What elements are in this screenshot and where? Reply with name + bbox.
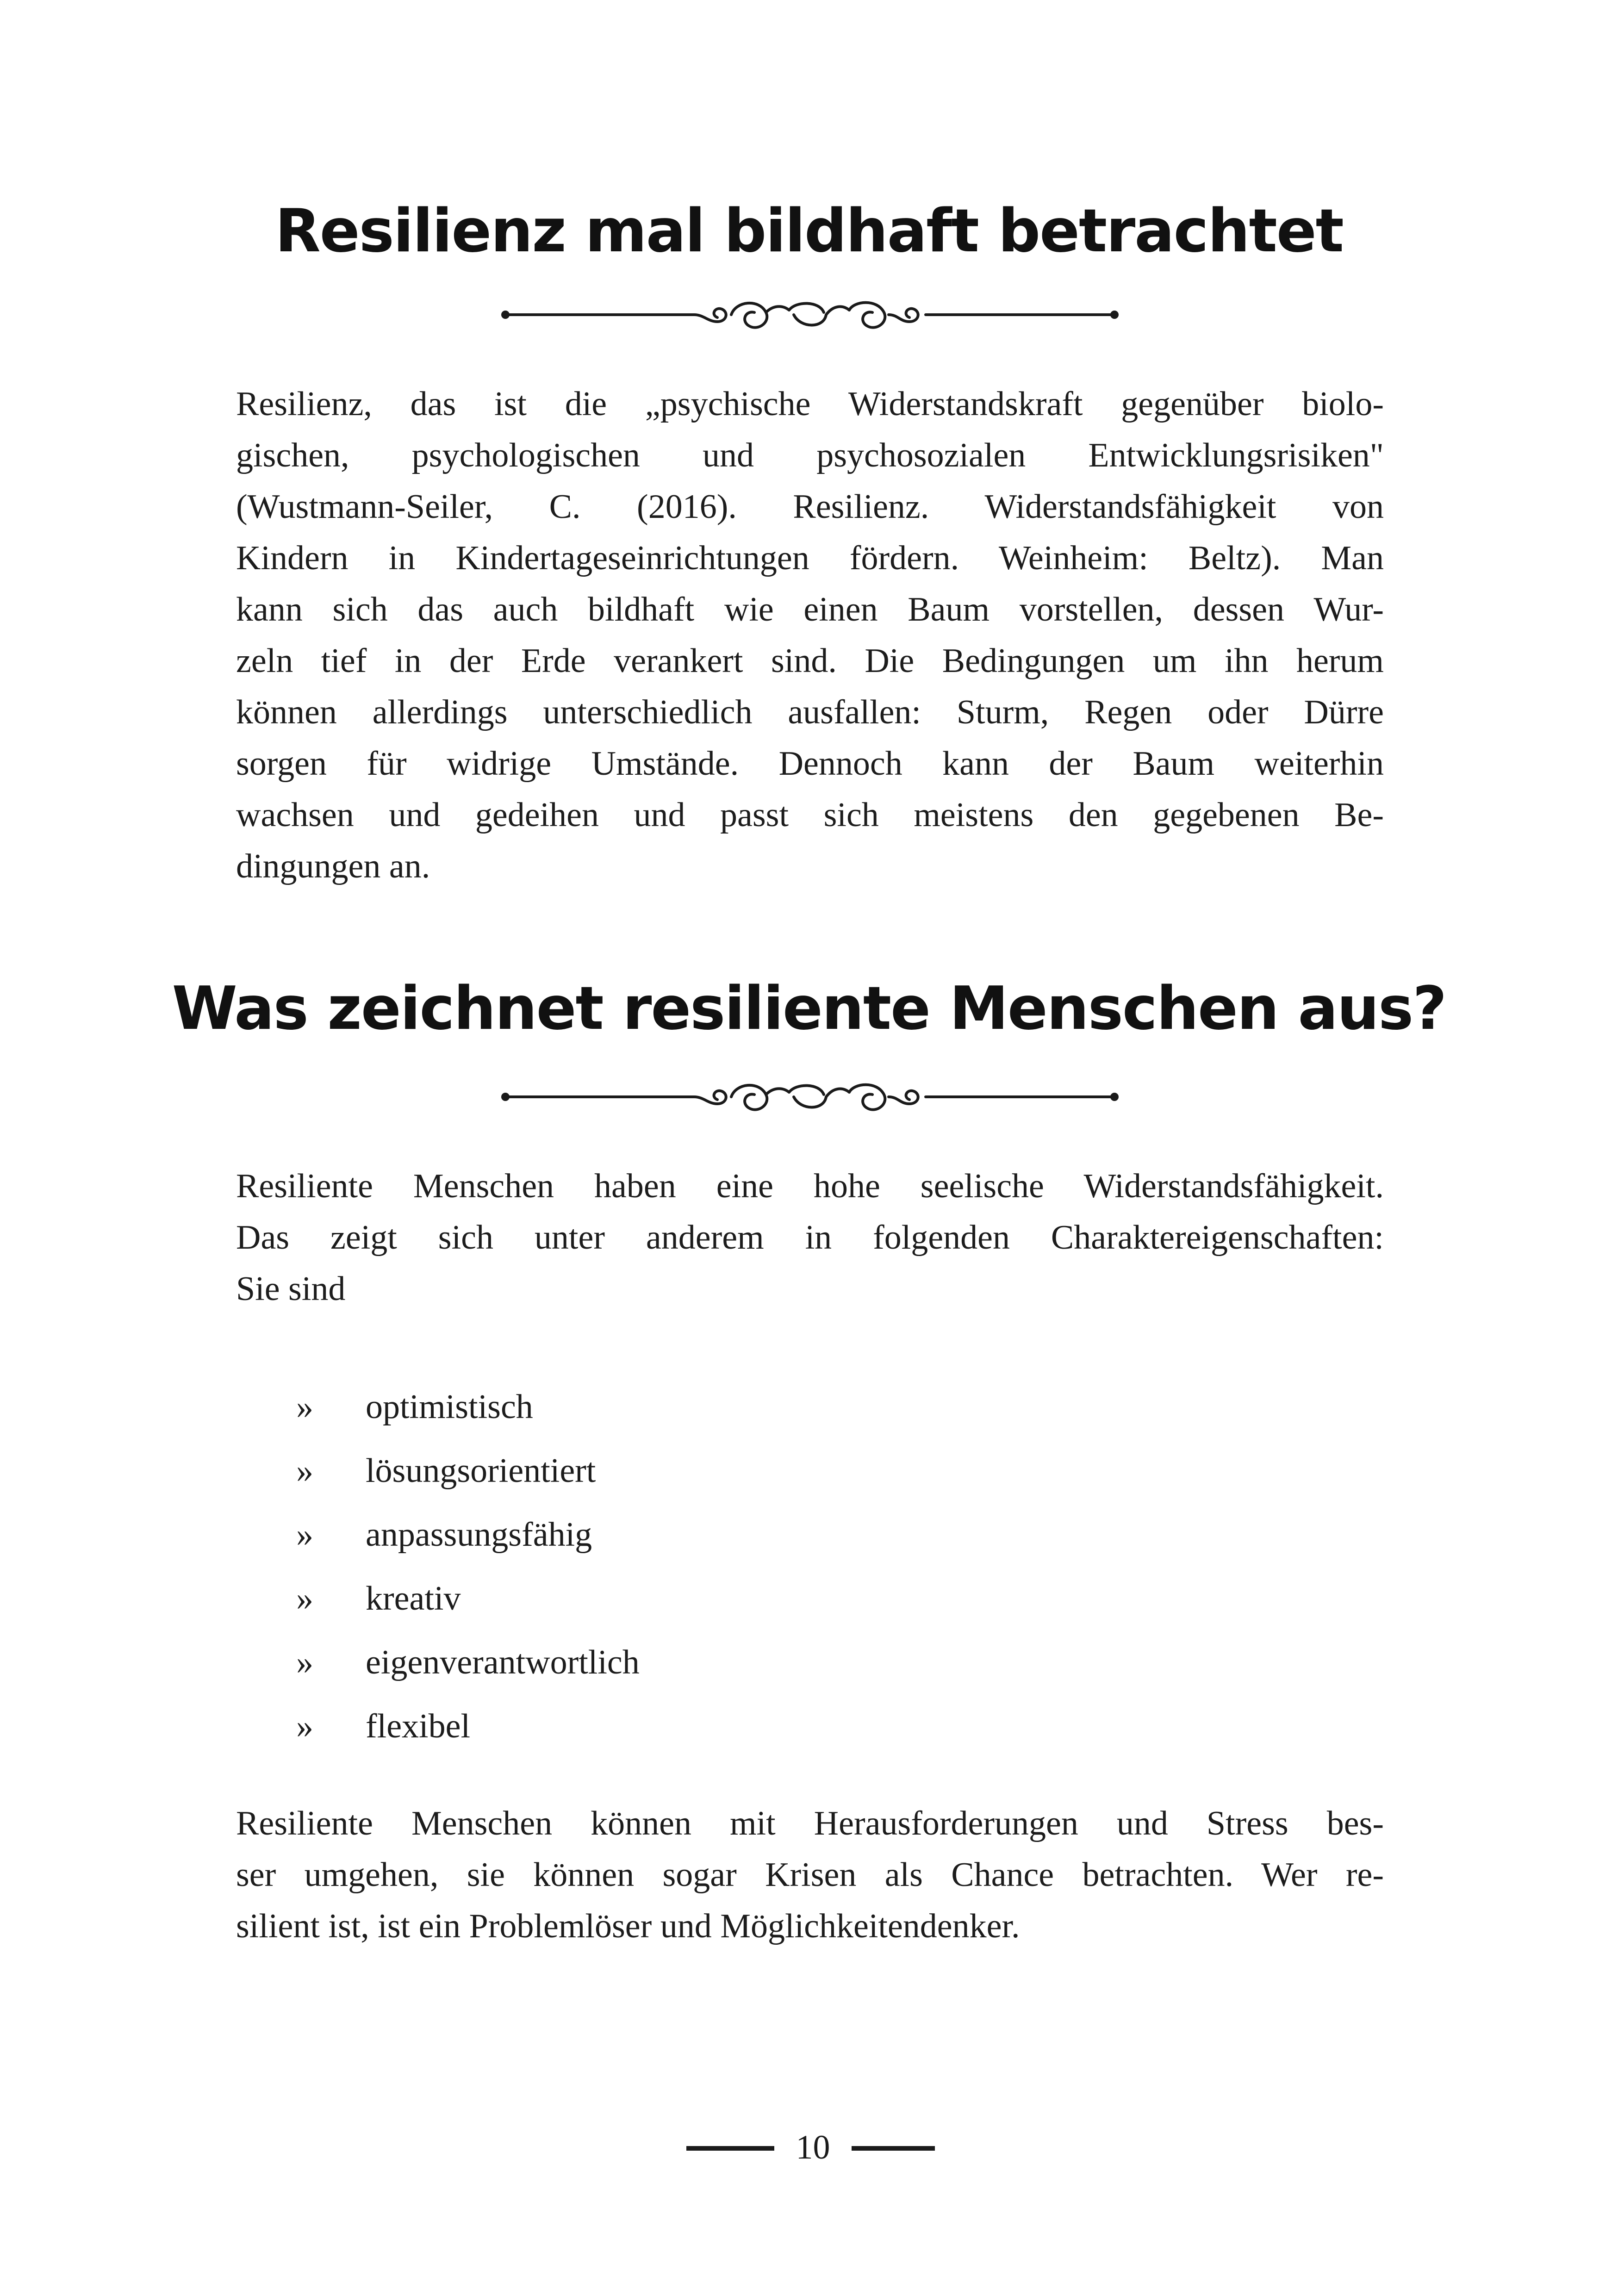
text-line: dingungen an. (236, 847, 430, 885)
list-item-text: lösungsorientiert (366, 1452, 596, 1490)
ornamental-divider (500, 287, 1120, 342)
text-line: Resilienz, das ist die „psychische Widerstandskraft gegenüber biolo- (236, 385, 1384, 423)
footer-rule-left (686, 2146, 774, 2151)
list-item (296, 1381, 640, 1445)
list-item (296, 1445, 640, 1509)
page-number: 10 (796, 2128, 830, 2166)
text-line: silient ist, ist ein Problemlöser und Möglichkeitendenker. (236, 1907, 1020, 1945)
list-item (296, 1701, 640, 1765)
text-line: zeln tief in der Erde verankert sind. Die Bedingungen um ihn herum (236, 642, 1384, 680)
list-marker: » (296, 1452, 313, 1490)
text-line: Resiliente Menschen haben eine hohe seelische Widerstandsfähigkeit. (236, 1167, 1384, 1205)
text-line: können allerdings unterschiedlich ausfallen: Sturm, Regen oder Dürre (236, 693, 1384, 731)
list-item-text: flexibel (366, 1707, 471, 1745)
list-marker: » (296, 1707, 313, 1745)
footer-rule-right (852, 2146, 935, 2151)
list-marker: » (296, 1388, 313, 1426)
section-title-resilienz: Resilienz mal bildhaft betrachtet (275, 197, 1343, 266)
list-marker: » (296, 1580, 313, 1618)
traits-intro-paragraph (236, 1161, 1384, 1315)
text-line: wachsen und gedeihen und passt sich meistens den gegebenen Be- (236, 796, 1384, 834)
list-item (296, 1637, 640, 1701)
traits-list (296, 1381, 640, 1765)
text-line: Resiliente Menschen können mit Herausforderungen und Stress bes- (236, 1804, 1384, 1842)
intro-paragraph (236, 379, 1384, 892)
text-line: gischen, psychologischen und psychosozialen Entwicklungsrisiken" (236, 436, 1384, 474)
text-line: Sie sind (236, 1270, 346, 1308)
ornamental-divider (500, 1069, 1120, 1125)
text-line: ser umgehen, sie können sogar Krisen als Chance betrachten. Wer re- (236, 1856, 1384, 1894)
section-title-menschen: Was zeichnet resiliente Menschen aus? (172, 974, 1446, 1043)
text-line: sorgen für widrige Umstände. Dennoch kann der Baum weiterhin (236, 745, 1384, 783)
text-line: (Wustmann-Seiler, C. (2016). Resilienz. Widerstandsfähigkeit von (236, 488, 1384, 526)
list-item-text: kreativ (366, 1580, 461, 1618)
text-line: Kindern in Kindertageseinrichtungen fördern. Weinheim: Beltz). Man (236, 539, 1384, 577)
list-item-text: eigenverantwortlich (366, 1643, 640, 1681)
list-marker: » (296, 1516, 313, 1554)
text-line: kann sich das auch bildhaft wie einen Baum vorstellen, dessen Wur- (236, 591, 1384, 628)
list-item-text: optimistisch (366, 1388, 533, 1426)
text-line: Das zeigt sich unter anderem in folgenden Charaktereigenschaften: (236, 1219, 1384, 1257)
list-item (296, 1509, 640, 1573)
closing-paragraph (236, 1798, 1384, 1952)
list-marker: » (296, 1643, 313, 1681)
list-item-text: anpassungsfähig (366, 1516, 592, 1554)
list-item (296, 1573, 640, 1637)
